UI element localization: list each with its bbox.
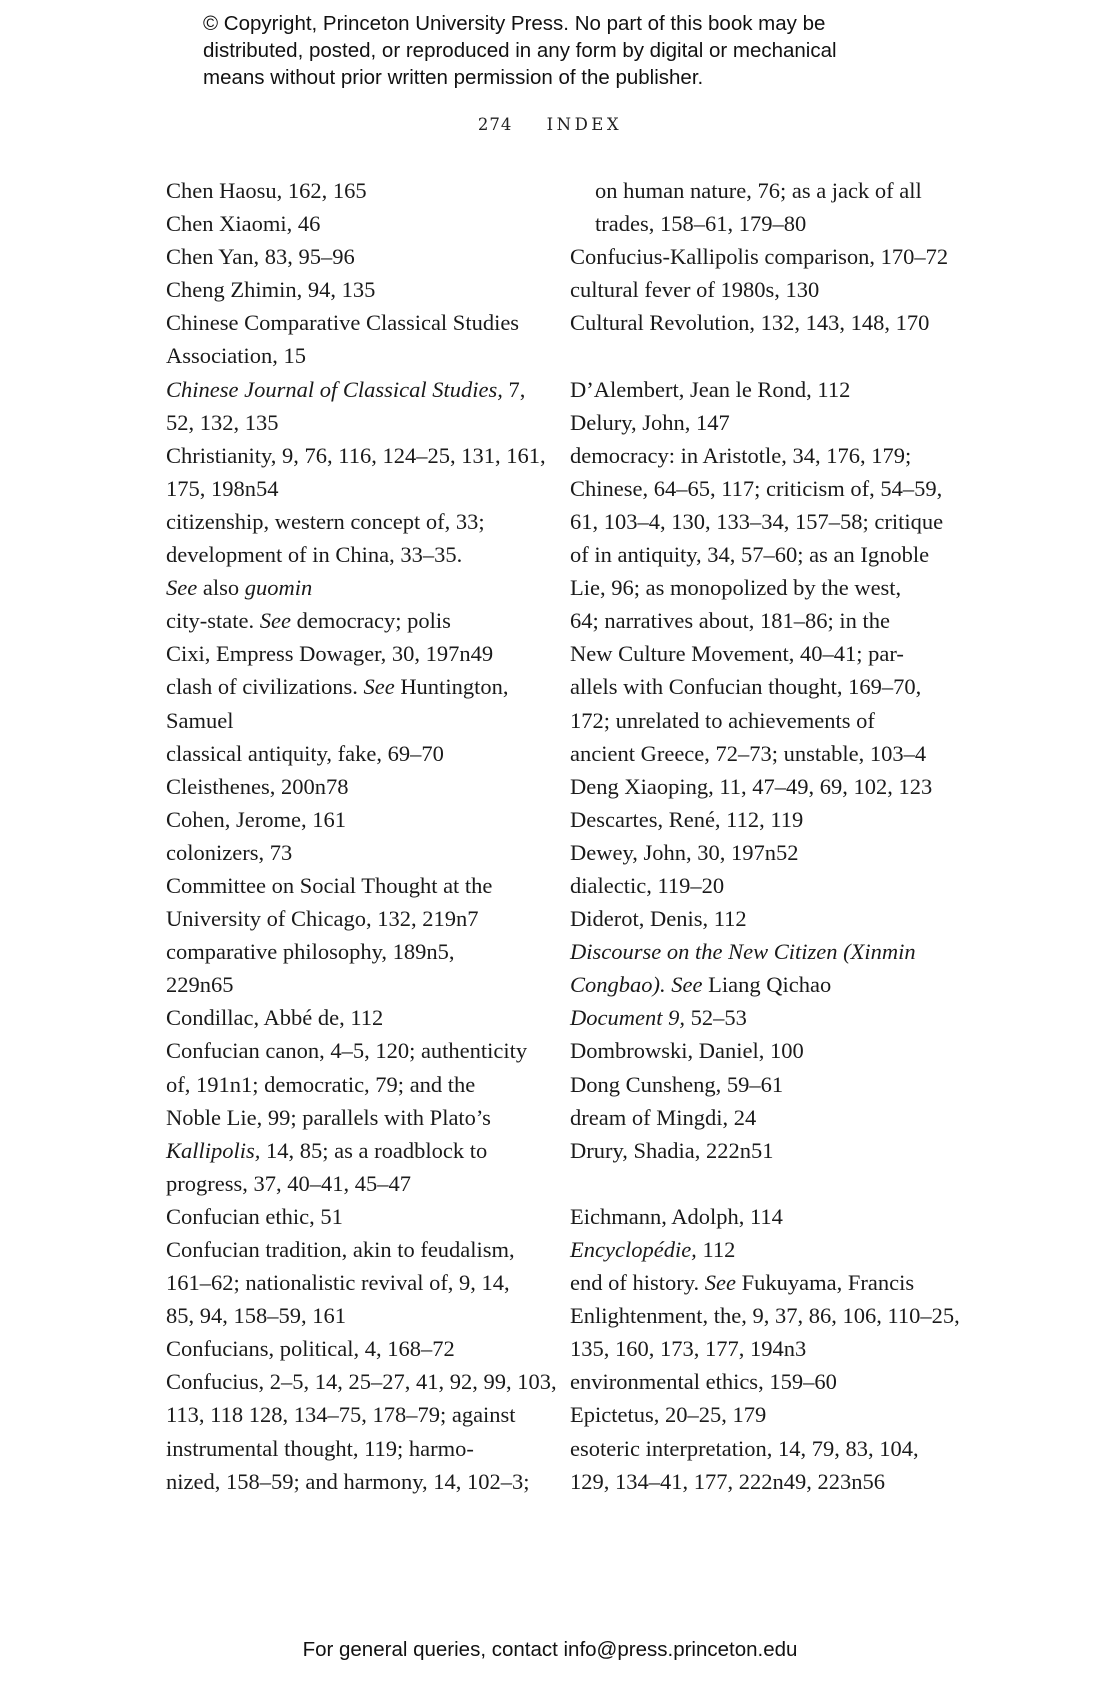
index-entry-line: 52, 132, 135 [166,409,279,435]
index-entry-line: Samuel [166,707,234,733]
index-entry-line: end of history. See Fukuyama, Francis [570,1270,915,1296]
running-head [0,115,1100,134]
index-entry [166,1001,538,1034]
index-entry [570,935,942,1001]
index-entry-line: Enlightenment, the, 9, 37, 86, 106, 110–25, [570,1303,960,1329]
index-entry-line: Confucius-Kallipolis comparison, 170–72 [570,244,949,270]
index-entry-line: Association, 15 [166,343,306,369]
index-entry-line: colonizers, 73 [166,839,293,865]
index-entry [570,439,942,770]
index-entry-line: nized, 158–59; and harmony, 14, 102–3; [166,1468,530,1494]
index-entry [166,803,538,836]
index-entry-line: Condillac, Abbé de, 112 [166,1005,384,1031]
index-entry-line: Cheng Zhimin, 94, 135 [166,277,376,303]
index-entry-line: Cultural Revolution, 132, 143, 148, 170 [570,310,930,336]
index-entry [166,935,538,1001]
index-entry [570,1001,942,1034]
copyright-line: means without prior written permission of the publisher. [203,66,704,89]
index-entry-line: city-state. See democracy; polis [166,608,451,634]
index-entry-line: Chen Haosu, 162, 165 [166,178,367,203]
index-entry [166,604,538,637]
index-entry-line: Christianity, 9, 76, 116, 124–25, 131, 161, [166,442,546,468]
index-entry [570,1266,942,1299]
letter-gap [570,1167,942,1200]
index-entry [570,240,949,273]
index-entry-line: instrumental thought, 119; harmo- [166,1435,474,1461]
section-title: INDEX [546,115,623,134]
index-entry [166,737,538,770]
index-column-right [570,174,960,1498]
index-entry-continuation [570,174,942,240]
index-entry-line: Document 9, 52–53 [570,1005,747,1031]
index-entry [166,207,538,240]
index-entry-line: University of Chicago, 132, 219n7 [166,906,479,932]
index-entry-line: cultural fever of 1980s, 130 [570,277,820,303]
index-entry-line: 64; narratives about, 181–86; in the [570,608,890,634]
index-entry [166,836,538,869]
index-entry-line: of, 191n1; democratic, 79; and the [166,1071,476,1097]
index-entry [570,1398,942,1431]
index-entry-line: Chinese, 64–65, 117; criticism of, 54–59, [570,475,943,501]
index-entry-line: Congbao). See Liang Qichao [570,972,832,998]
index-entry-line: Committee on Social Thought at the [166,872,493,898]
index-entry-line: 61, 103–4, 130, 133–34, 157–58; critique [570,508,944,534]
index-entry [570,1101,942,1134]
index-entry [570,803,942,836]
index-entry-line: on human nature, 76; as a jack of all [595,178,922,203]
index-entry [166,505,538,604]
index-entry-line: Encyclopédie, 112 [570,1237,736,1262]
index-entry [570,1200,942,1233]
index-entry-line: Delury, John, 147 [570,409,730,435]
index-entry [166,1365,557,1497]
copyright-line: © Copyright, Princeton University Press. No part of this book may be [203,12,826,35]
index-entry-line: 172; unrelated to achievements of [570,707,875,733]
index-entry-line: Dewey, John, 30, 197n52 [570,839,799,865]
index-entry [166,670,538,736]
index-entry [570,1233,942,1266]
index-column-left [166,174,557,1498]
index-entry-line: 129, 134–41, 177, 222n49, 223n56 [570,1468,885,1494]
index-entry-line: progress, 37, 40–41, 45–47 [166,1170,411,1196]
index-entry-line: trades, 158–61, 179–80 [595,211,807,237]
index-entry-line: Discourse on the New Citizen (Xinmin [570,939,916,965]
letter-gap [570,339,942,372]
index-entry-line: allels with Confucian thought, 169–70, [570,674,922,700]
index-entry-line: Lie, 96; as monopolized by the west, [570,575,902,601]
index-entry [166,637,538,670]
index-entry-line: Kallipolis, 14, 85; as a roadblock to [166,1137,488,1163]
index-entry-line: Confucian canon, 4–5, 120; authenticity [166,1038,528,1064]
index-entry-line: 175, 198n54 [166,475,279,501]
index-entry-line: citizenship, western concept of, 33; [166,508,485,534]
index-entry-line: clash of civilizations. See Huntington, [166,674,509,700]
index-entry-line: New Culture Movement, 40–41; par- [570,641,904,667]
index-entry-line: Confucian tradition, akin to feudalism, [166,1237,515,1262]
index-entry-line: Confucius, 2–5, 14, 25–27, 41, 92, 99, 103, [166,1369,557,1395]
index-entry-line: See also guomin [166,575,313,601]
index-entry [570,306,942,339]
index-entry [166,1034,538,1199]
index-entry-line: ancient Greece, 72–73; unstable, 103–4 [570,740,927,766]
index-entry [570,273,942,306]
index-entry-line: Drury, Shadia, 222n51 [570,1137,774,1163]
index-entry-line: 135, 160, 173, 177, 194n3 [570,1336,807,1362]
page-number: 274 [477,115,513,134]
footer-contact: For general queries, contact info@press.princeton.edu [302,1638,798,1661]
index-entry [570,373,942,406]
index-entry-line: 229n65 [166,972,234,998]
index-entry-line: Chen Xiaomi, 46 [166,211,321,237]
index-entry-line: Dong Cunsheng, 59–61 [570,1071,784,1097]
index-entry [570,1299,960,1365]
index-entry-line: Confucians, political, 4, 168–72 [166,1336,455,1362]
copyright-line: distributed, posted, or reproduced in any form by digital or mechanical [203,39,837,62]
index-entry [570,1365,942,1398]
index-entry [166,869,538,935]
index-entry-line: of in antiquity, 34, 57–60; as an Ignoble [570,542,930,568]
index-entry-line: esoteric interpretation, 14, 79, 83, 104, [570,1435,919,1461]
index-entry [570,902,942,935]
index-entry-line: 161–62; nationalistic revival of, 9, 14, [166,1270,510,1296]
index-entry [166,373,538,439]
index-entry [570,836,942,869]
index-entry-line: Chen Yan, 83, 95–96 [166,244,355,270]
index-entry [570,770,942,803]
index-entry [166,770,538,803]
index-entry-line: Chinese Journal of Classical Studies, 7, [166,376,526,402]
index-entry [570,1068,942,1101]
index-entry-line: democracy: in Aristotle, 34, 176, 179; [570,442,912,468]
index-entry [166,1233,538,1332]
index-entry-line: Deng Xiaoping, 11, 47–49, 69, 102, 123 [570,773,933,799]
index-entry [166,439,546,505]
index-entry-line: Descartes, René, 112, 119 [570,806,804,832]
index-entry [570,1134,942,1167]
index-entry-line: Dombrowski, Daniel, 100 [570,1038,804,1064]
index-entry-line: Diderot, Denis, 112 [570,906,747,932]
index-entry-line: dialectic, 119–20 [570,872,725,898]
index-entry-line: D’Alembert, Jean le Rond, 112 [570,376,851,402]
index-entry-line: Noble Lie, 99; parallels with Plato’s [166,1104,491,1130]
index-entry [570,1432,942,1498]
index-entry-line: Cleisthenes, 200n78 [166,773,349,799]
index-entry [166,174,538,207]
index-entry-line: Cixi, Empress Dowager, 30, 197n49 [166,641,494,667]
index-entry-line: dream of Mingdi, 24 [570,1104,757,1130]
index-entry-line: 85, 94, 158–59, 161 [166,1303,346,1329]
index-entry-line: 113, 118 128, 134–75, 178–79; against [166,1402,516,1428]
index-entry-line: Eichmann, Adolph, 114 [570,1203,783,1229]
index-entry [570,1034,942,1067]
index-entry [570,869,942,902]
index-entry-line: classical antiquity, fake, 69–70 [166,740,444,766]
index-entry [570,406,942,439]
index-entry-line: Chinese Comparative Classical Studies [166,310,520,336]
index-entry [166,1200,538,1233]
index-entry-line: Confucian ethic, 51 [166,1203,343,1229]
copyright-notice [203,10,983,91]
index-entry-line: Cohen, Jerome, 161 [166,806,346,832]
index-entry [166,306,538,372]
index-entry [166,1332,538,1365]
index-entry [166,273,538,306]
index-entry-line: Epictetus, 20–25, 179 [570,1402,767,1428]
index-entry-line: development of in China, 33–35. [166,542,463,568]
index-entry-line: comparative philosophy, 189n5, [166,939,455,965]
index-entry [166,240,538,273]
index-entry-line: environmental ethics, 159–60 [570,1369,837,1395]
